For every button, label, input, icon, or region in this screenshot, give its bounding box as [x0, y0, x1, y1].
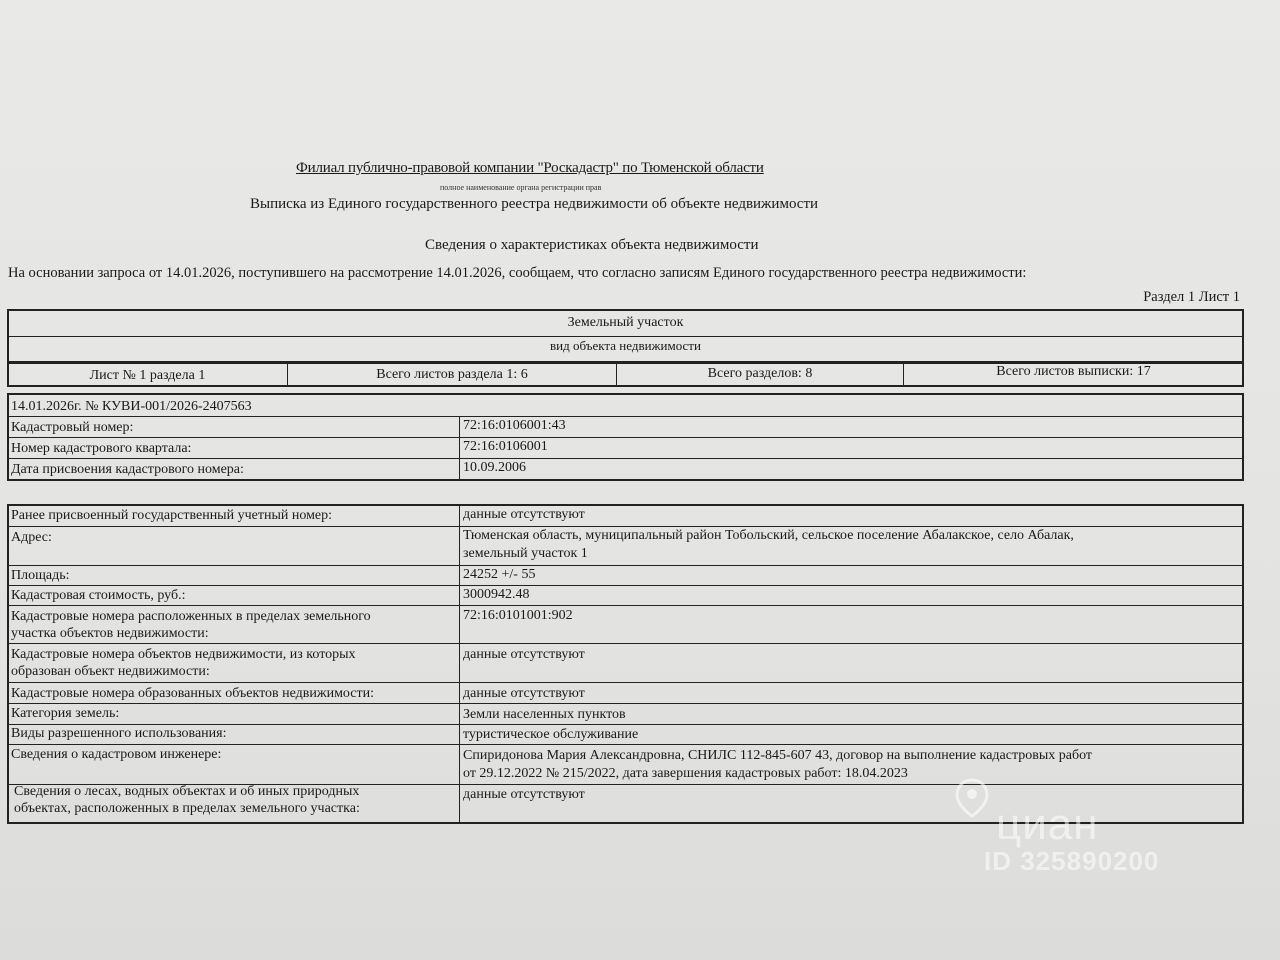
divider	[8, 416, 1243, 417]
natural-objects-label: Сведения о лесах, водных объектах и об иных природных	[14, 784, 360, 799]
total-sheets-section: Всего листов раздела 1: 6	[376, 367, 528, 382]
previous-number-value: данные отсутствуют	[463, 507, 585, 522]
natural-objects-label-line2: объектах, расположенных в пределах земельного участка:	[14, 801, 360, 816]
cadastral-value-value: 3000942.48	[463, 587, 530, 602]
organization-name: Филиал публично-правовой компании "Роскадастр" по Тюменской области	[296, 160, 764, 176]
sheet-of-section: Лист № 1 раздела 1	[89, 368, 206, 383]
area-value: 24252 +/- 55	[463, 567, 536, 582]
cadastral-quarter-value: 72:16:0106001	[463, 439, 548, 454]
located-objects-label: Кадастровые номера расположенных в пределах земельного	[11, 609, 371, 624]
engineer-value: Спиридонова Мария Александровна, СНИЛС 112-845-607 43, договор на выполнение кадастровых работ	[463, 748, 1093, 763]
cadastral-number-value: 72:16:0106001:43	[463, 418, 566, 433]
address-label: Адрес:	[11, 530, 52, 545]
watermark-id: ID 325890200	[984, 846, 1160, 876]
total-sheets-extract: Всего листов выписки: 17	[996, 364, 1151, 379]
located-objects-value: 72:16:0101001:902	[463, 608, 573, 623]
divider	[8, 605, 1243, 606]
divider	[459, 417, 460, 480]
object-type-caption: вид объекта недвижимости	[550, 338, 701, 353]
divider	[8, 458, 1243, 459]
divider	[459, 505, 460, 823]
assignment-date-value: 10.09.2006	[463, 460, 526, 475]
section-title: Сведения о характеристиках объекта недвижимости	[425, 237, 759, 253]
extract-date-number: 14.01.2026г. № КУВИ-001/2026-2407563	[11, 399, 252, 414]
land-category-value: Земли населенных пунктов	[463, 707, 626, 722]
previous-number-label: Ранее присвоенный государственный учетный номер:	[11, 508, 333, 523]
permitted-use-value: туристическое обслуживание	[463, 727, 639, 742]
object-type: Земельный участок	[567, 315, 684, 330]
cadastral-quarter-label: Номер кадастрового квартала:	[11, 441, 192, 456]
divider	[8, 336, 1243, 337]
located-objects-label-line2: участка объектов недвижимости:	[11, 626, 209, 641]
address-value-line2: земельный участок 1	[463, 546, 588, 561]
engineer-value-line2: от 29.12.2022 № 215/2022, дата завершения кадастровых работ: 18.04.2023	[463, 766, 908, 781]
assignment-date-label: Дата присвоения кадастрового номера:	[11, 462, 244, 477]
formed-objects-label: Кадастровые номера образованных объектов недвижимости:	[11, 686, 374, 701]
source-objects-label: Кадастровые номера объектов недвижимости, из которых	[11, 647, 356, 662]
land-category-label: Категория земель:	[11, 706, 120, 721]
source-objects-label-line2: образован объект недвижимости:	[11, 664, 210, 679]
formed-objects-value: данные отсутствуют	[463, 686, 585, 701]
location-pin-icon	[952, 778, 992, 818]
address-value: Тюменская область, муниципальный район Тобольский, сельское поселение Абалакское, село Абалак,	[463, 528, 1074, 543]
area-label: Площадь:	[11, 568, 70, 583]
document-title: Выписка из Единого государственного реестра недвижимости об объекте недвижимости	[250, 196, 819, 212]
permitted-use-label: Виды разрешенного использования:	[11, 726, 227, 741]
divider	[8, 585, 1243, 586]
divider	[8, 526, 1243, 527]
cadastral-value-label: Кадастровая стоимость, руб.:	[11, 588, 186, 603]
sheet-label: Раздел 1 Лист 1	[1143, 289, 1240, 305]
organization-caption: полное наименование органа регистрации прав	[440, 183, 602, 192]
total-sections: Всего разделов: 8	[707, 366, 813, 381]
divider	[8, 724, 1243, 725]
engineer-label: Сведения о кадастровом инженере:	[11, 747, 222, 762]
divider	[8, 437, 1243, 438]
cadastral-number-label: Кадастровый номер:	[11, 420, 134, 435]
watermark-brand: циан	[996, 800, 1099, 849]
divider	[8, 703, 1243, 704]
divider	[8, 744, 1243, 745]
divider	[8, 643, 1243, 644]
natural-objects-value: данные отсутствуют	[463, 787, 585, 802]
source-objects-value: данные отсутствуют	[463, 647, 585, 662]
divider	[8, 682, 1243, 683]
divider	[8, 565, 1243, 566]
basis-text: На основании запроса от 14.01.2026, поступившего на рассмотрение 14.01.2026, сообщаем, что согласно записям Единого государственного реестра недвижимости:	[8, 265, 1027, 281]
